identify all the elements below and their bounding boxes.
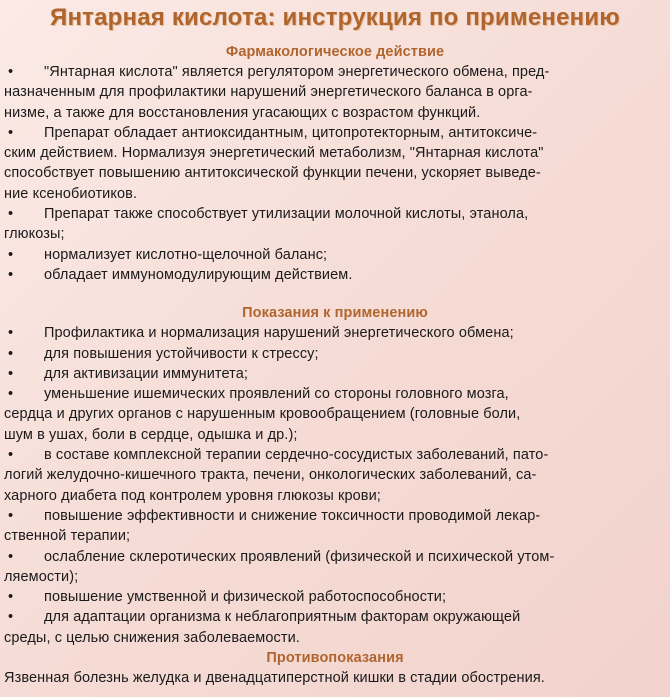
text-line: ляемости);: [4, 568, 79, 585]
text-line: среды, с целью снижения заболеваемости.: [4, 629, 300, 646]
bullet-line: [4, 364, 666, 384]
bullet-line: [4, 123, 666, 143]
bullet-line: [4, 445, 666, 465]
bullet-line: [4, 204, 666, 224]
bullet-text: для адаптации организма к неблагоприятным факторам окружающей: [44, 609, 521, 626]
bullet-marker: •: [8, 246, 14, 263]
bullet-line: [4, 384, 666, 404]
bullet-line: [4, 587, 666, 607]
bullet-line: [4, 506, 666, 526]
bullet-text: для повышения устойчивости к стрессу;: [44, 345, 319, 362]
text-line: ние ксенобиотиков.: [4, 185, 138, 202]
document-body: [4, 42, 666, 688]
bullet-marker: •: [8, 609, 14, 626]
bullet-marker: •: [8, 447, 14, 464]
bullet-marker: •: [8, 124, 14, 141]
bullet-marker: •: [8, 64, 14, 80]
heading-indications: Показания к применению: [242, 305, 428, 322]
text-line: сердца и других органов с нарушенным кровообращением (головные боли,: [4, 406, 521, 423]
bullet-text: ослабление склеротических проявлений (физической и психической утом-: [44, 548, 555, 565]
text-line: способствует повышению антитоксической функции печени, ускоряет выведе-: [4, 165, 541, 182]
bullet-line: [4, 245, 666, 265]
bullet-text: Профилактика и нормализация нарушений энергетического обмена;: [44, 325, 514, 342]
bullet-marker: •: [8, 548, 14, 565]
bullet-marker: •: [8, 266, 14, 283]
bullet-marker: •: [8, 589, 14, 606]
text-line: Язвенная болезнь желудка и двенадцатиперстной кишки в стадии обострения.: [4, 670, 545, 687]
text-line: ственной терапии;: [4, 528, 131, 545]
section-pharmacological-action: [4, 62, 666, 285]
bullet-text: обладает иммуномодулирующим действием.: [44, 266, 353, 283]
bullet-text: повышение эффективности и снижение токсичности проводимой лекар-: [44, 507, 541, 524]
section-contraindications: [4, 668, 666, 688]
bullet-text: в составе комплексной терапии сердечно-сосудистых заболеваний, пато-: [44, 447, 549, 464]
bullet-marker: •: [8, 386, 14, 403]
text-line: ским действием. Нормализуя энергетический метаболизм, "Янтарная кислота": [4, 145, 544, 162]
bullet-text: уменьшение ишемических проявлений со стороны головного мозга,: [44, 386, 509, 403]
bullet-text: Препарат также способствует утилизации молочной кислоты, этанола,: [44, 206, 529, 223]
text-line: харного диабета под контролем уровня глюкозы крови;: [4, 487, 381, 504]
section-indications: [4, 323, 666, 648]
bullet-marker: •: [8, 325, 14, 342]
bullet-line: [4, 344, 666, 364]
bullet-marker: •: [8, 365, 14, 382]
bullet-marker: •: [8, 206, 14, 223]
page-title: Янтарная кислота: инструкция по применению: [50, 4, 620, 31]
text-line: назначенным для профилактики нарушений энергетического баланса в орга-: [4, 84, 533, 101]
bullet-text: повышение умственной и физической работоспособности;: [44, 589, 447, 606]
heading-contraindications: Противопоказания: [266, 650, 404, 667]
bullet-text: для активизации иммунитета;: [44, 365, 249, 382]
heading-pharmacological-action: Фармакологическое действие: [225, 44, 445, 60]
bullet-line: [4, 547, 666, 567]
bullet-text: нормализует кислотно-щелочной баланс;: [44, 246, 328, 263]
text-line: глюкозы;: [4, 226, 65, 243]
text-line: низме, а также для восстановления угасающих с возрастом функций.: [4, 104, 481, 121]
bullet-line: [4, 607, 666, 627]
bullet-marker: •: [8, 345, 14, 362]
text-line: логий желудочно-кишечного тракта, печени, онкологических заболеваний, са-: [4, 467, 537, 484]
bullet-text: Препарат обладает антиоксидантным, цитопротекторным, антитоксиче-: [44, 124, 538, 141]
text-line: шум в ушах, боли в сердце, одышка и др.);: [4, 426, 298, 443]
bullet-line: [4, 323, 666, 343]
bullet-text: "Янтарная кислота" является регулятором энергетического обмена, пред-: [44, 64, 550, 80]
bullet-line: [4, 62, 666, 82]
bullet-marker: •: [8, 507, 14, 524]
bullet-line: [4, 265, 666, 285]
